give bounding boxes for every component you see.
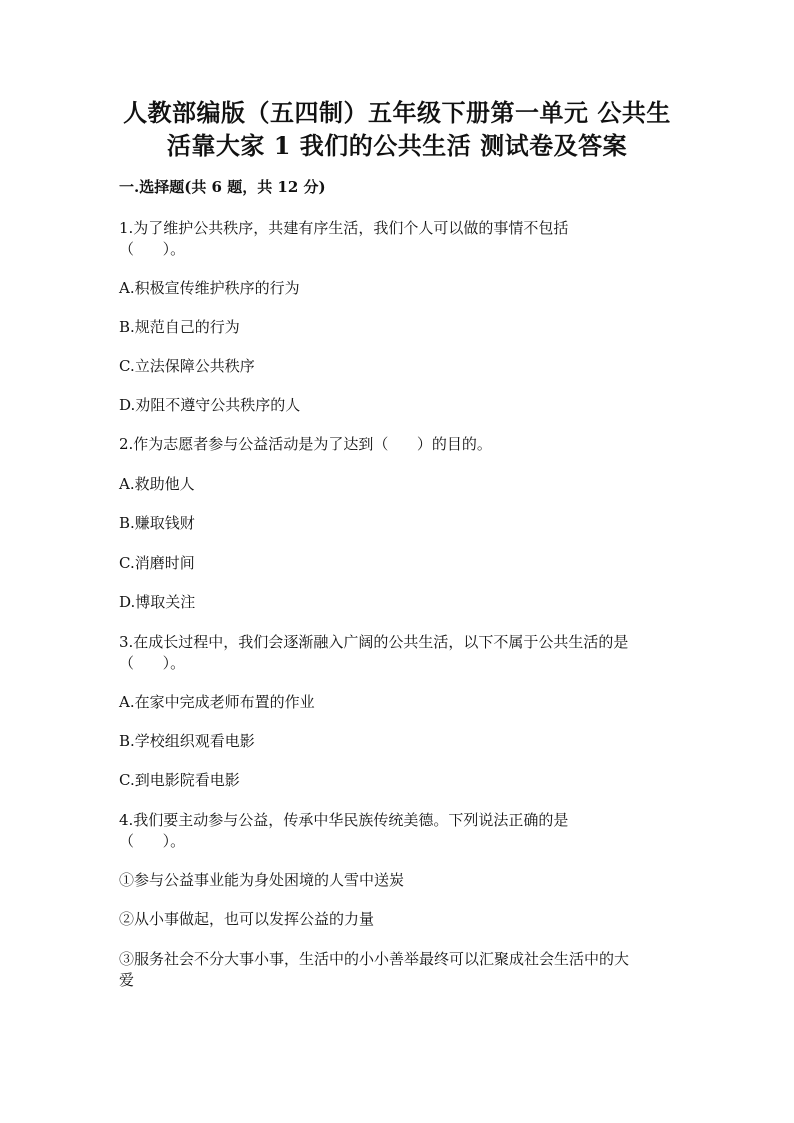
q4-stem-line-2: （ ）。 — [119, 832, 186, 850]
q1-option-b: B.规范自己的行为 — [119, 318, 240, 336]
q2-option-a: A.救助他人 — [119, 475, 195, 493]
document-title — [100, 96, 694, 162]
q3-option-a: A.在家中完成老师布置的作业 — [119, 693, 315, 711]
q2-option-b: B.赚取钱财 — [119, 514, 195, 532]
q4-statement-3-line-1: ③服务社会不分大事小事，生活中的小小善举最终可以汇聚成社会生活中的大 — [119, 950, 630, 968]
q1-stem-line-1: 1.为了维护公共秩序，共建有序生活，我们个人可以做的事情不包括 — [119, 219, 569, 237]
q3-option-b: B.学校组织观看电影 — [119, 732, 255, 750]
q3-stem-line-2: （ ）。 — [119, 654, 186, 672]
q4-statement-2: ②从小事做起，也可以发挥公益的力量 — [119, 910, 375, 928]
q1-option-a: A.积极宣传维护秩序的行为 — [119, 279, 300, 297]
q2-option-d: D.博取关注 — [119, 593, 196, 611]
q4-statement-3-line-2: 爱 — [119, 971, 135, 989]
q4-statement-1: ①参与公益事业能为身处困境的人雪中送炭 — [119, 871, 405, 889]
q1-option-d: D.劝阻不遵守公共秩序的人 — [119, 396, 301, 414]
title-line-1: 人教部编版（五四制）五年级下册第一单元 公共生 — [123, 98, 671, 127]
q1-stem-line-2: （ ）。 — [119, 240, 186, 258]
q3-stem-line-1: 3.在成长过程中，我们会逐渐融入广阔的公共生活，以下不属于公共生活的是 — [119, 633, 629, 651]
q2-option-c: C.消磨时间 — [119, 554, 195, 572]
q1-option-c: C.立法保障公共秩序 — [119, 357, 255, 375]
q3-option-c: C.到电影院看电影 — [119, 771, 240, 789]
q4-stem-line-1: 4.我们要主动参与公益，传承中华民族传统美德。下列说法正确的是 — [119, 811, 569, 829]
q2-stem: 2.作为志愿者参与公益活动是为了达到（ ）的目的。 — [119, 435, 492, 453]
title-line-2: 活靠大家 1 我们的公共生活 测试卷及答案 — [166, 131, 628, 160]
section-heading: 一.选择题(共 6 题，共 12 分) — [119, 178, 326, 196]
